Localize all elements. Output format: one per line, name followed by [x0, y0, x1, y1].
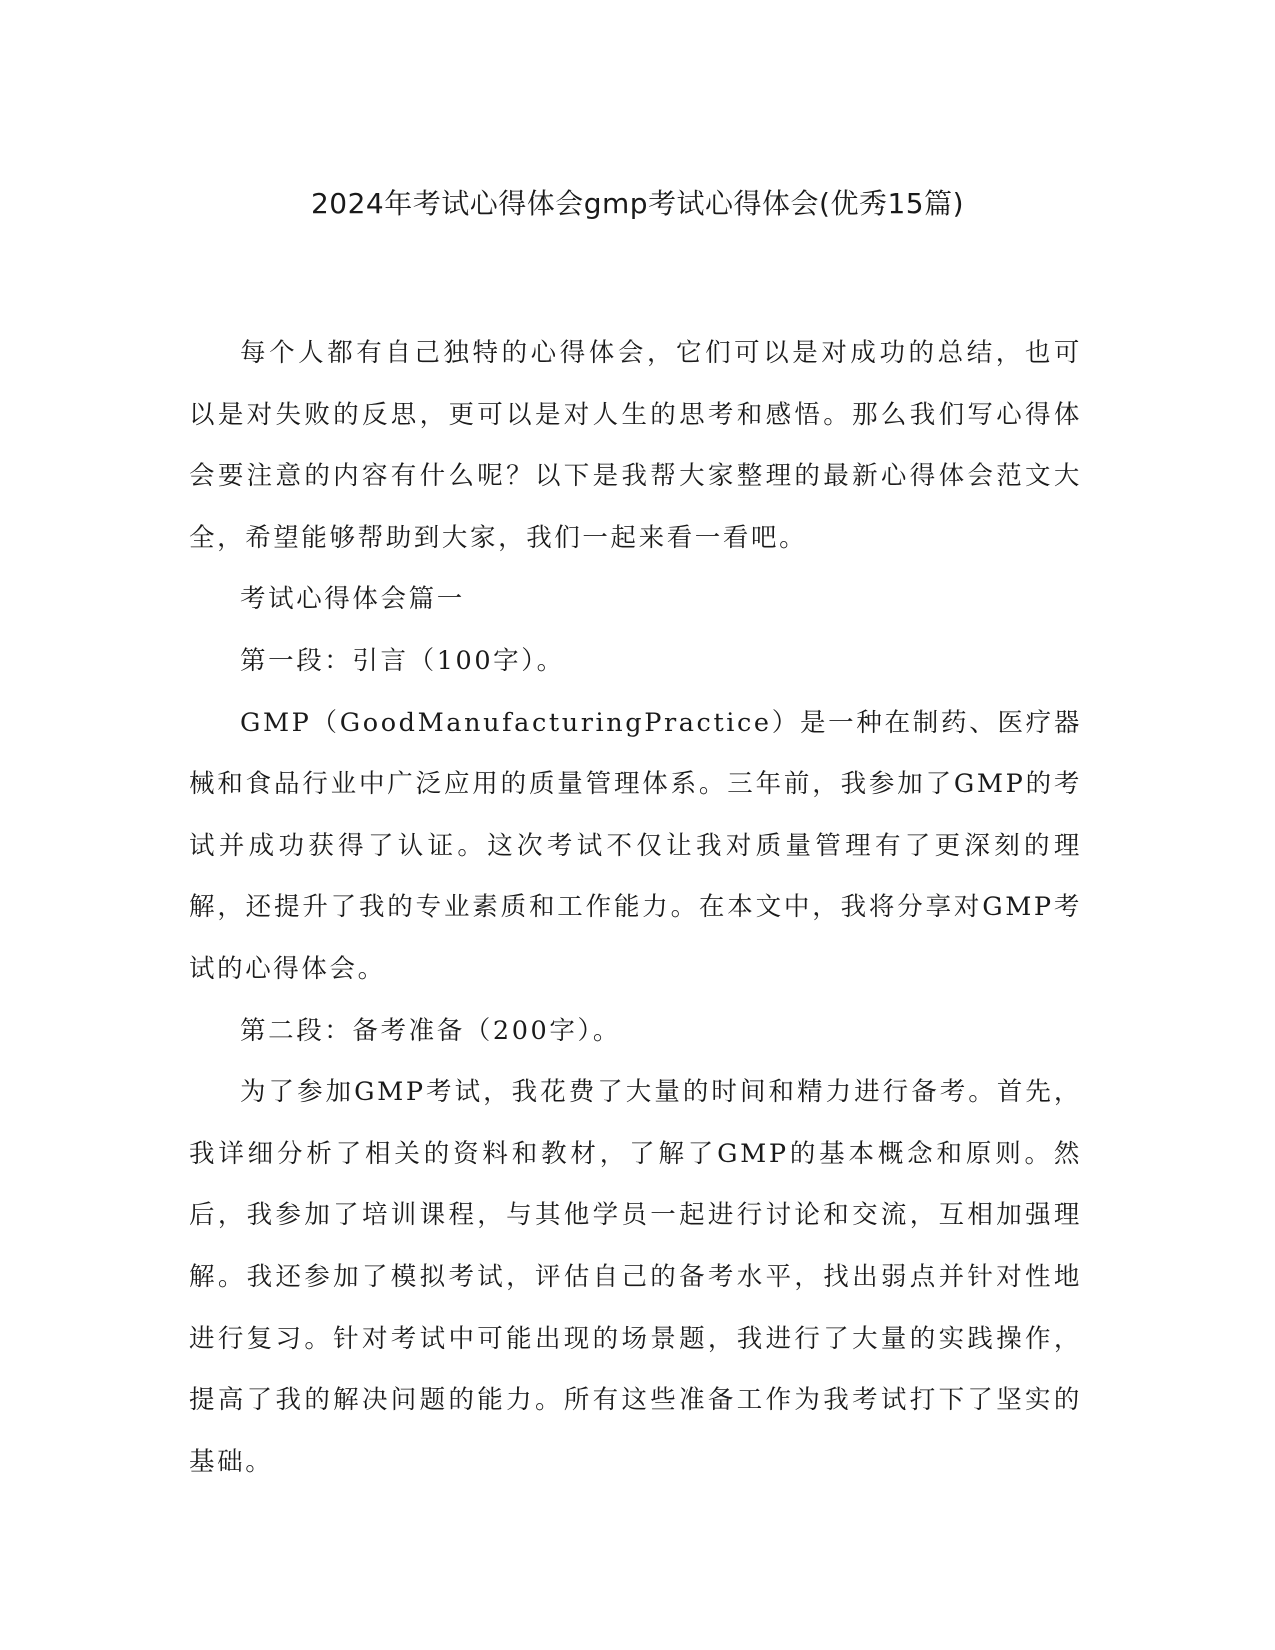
section-heading: 考试心得体会篇一: [240, 584, 465, 615]
subsection-heading: 第二段：备考准备（200字）。: [240, 1015, 621, 1046]
document-title: 2024年考试心得体会gmp考试心得体会(优秀15篇): [310, 187, 965, 220]
document-body: [189, 323, 1082, 1493]
body-paragraph: 为了参加GMP考试，我花费了大量的时间和精力进行备考。首先，我详细分析了相关的资料和教材，了解了GMP的基本概念和原则。然后，我参加了培训课程，与其他学员一起进行讨论和交流，互相加强理解。我还参加了模拟考试，评估自己的备考水平，找出弱点并针对性地进行复习。针对考试中可能出现的场景题，我进行了大量的实践操作，提高了我的解决问题的能力。所有这些准备工作为我考试打下了坚实的基础。: [189, 1077, 1082, 1477]
body-paragraph: GMP（GoodManufacturingPractice）是一种在制药、医疗器械和食品行业中广泛应用的质量管理体系。三年前，我参加了GMP的考试并成功获得了认证。这次考试不仅让我对质量管理有了更深刻的理解，还提升了我的专业素质和工作能力。在本文中，我将分享对GMP考试的心得体会。: [189, 707, 1082, 984]
subsection-heading: 第一段：引言（100字）。: [240, 645, 565, 676]
intro-paragraph: 每个人都有自己独特的心得体会，它们可以是对成功的总结，也可以是对失败的反思，更可以是对人生的思考和感悟。那么我们写心得体会要注意的内容有什么呢？以下是我帮大家整理的最新心得体会范文大全，希望能够帮助到大家，我们一起来看一看吧。: [189, 338, 1082, 553]
